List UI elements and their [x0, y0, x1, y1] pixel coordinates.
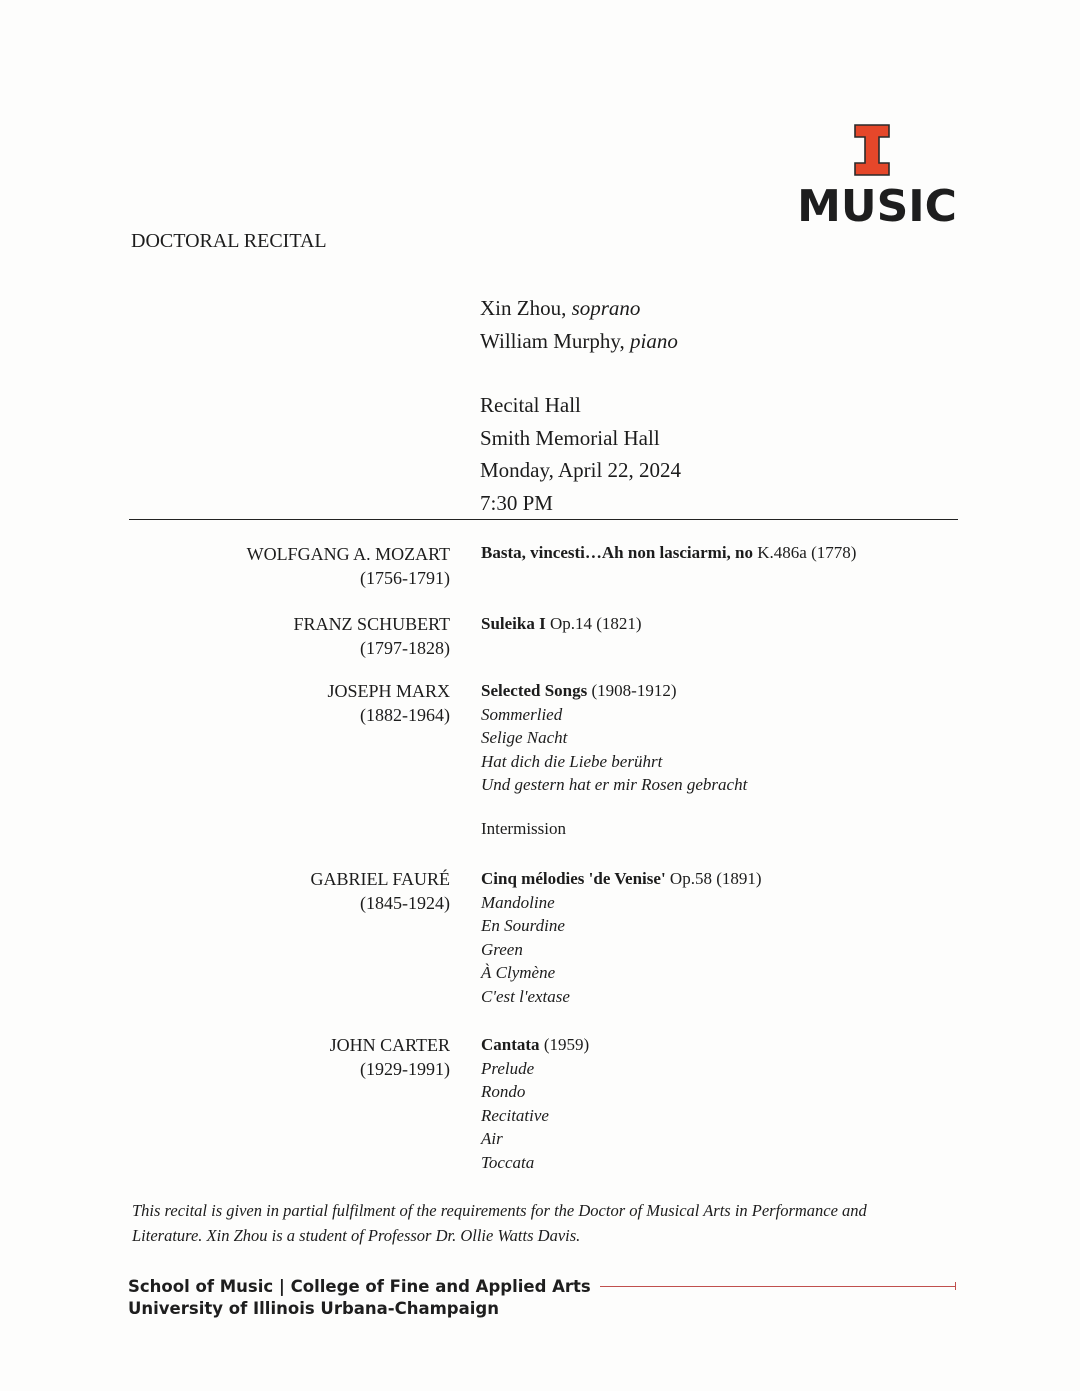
- work-title: Cantata: [481, 1035, 540, 1054]
- venue-date: Monday, April 22, 2024: [480, 458, 682, 482]
- performer-role: soprano: [571, 296, 641, 320]
- performer-name: Xin Zhou,: [480, 296, 567, 320]
- movement: Rondo: [481, 1082, 526, 1102]
- venue-building: Smith Memorial Hall: [480, 425, 660, 450]
- work: [481, 612, 642, 636]
- work: [481, 541, 856, 565]
- composer-years: (1929-1991): [360, 1059, 450, 1079]
- movement: Selige Nacht: [481, 728, 568, 748]
- work-title: Cinq mélodies 'de Venise': [481, 869, 666, 888]
- performer-role: piano: [630, 328, 678, 353]
- work: [481, 679, 747, 797]
- music-logo: [790, 120, 960, 230]
- venue-room: Recital Hall: [480, 393, 581, 417]
- work-detail: (1959): [539, 1035, 590, 1054]
- block-i-icon: [854, 124, 890, 176]
- logo-wordmark: MUSIC: [797, 181, 957, 232]
- work-detail: (1908-1912): [587, 681, 677, 700]
- work-detail: Op.58 (1891): [665, 869, 762, 888]
- movement: Sommerlied: [481, 704, 563, 724]
- recital-note: This recital is given in partial fulfilment of the requirements for the Doctor of Musical Arts in Performance and Literature. Xin Zhou is a student of Professor Dr. Ollie Watts Davis.: [132, 1201, 867, 1245]
- movement: Green: [481, 939, 523, 959]
- work-detail: Op.14 (1821): [545, 614, 642, 633]
- movement: Toccata: [481, 1152, 535, 1172]
- composer-name: FRANZ SCHUBERT: [293, 614, 450, 634]
- performer-soprano: [480, 292, 681, 325]
- composer-name: WOLFGANG A. MOZART: [246, 544, 450, 564]
- page-title: DOCTORAL RECITAL: [131, 230, 327, 252]
- composer-years: (1756-1791): [360, 568, 450, 588]
- movement: Prelude: [481, 1058, 535, 1078]
- composer: [294, 612, 450, 660]
- footer-line-2: University of Illinois Urbana-Champaign: [128, 1299, 499, 1318]
- footer: [128, 1276, 591, 1320]
- work-detail: K.486a (1778): [753, 543, 857, 562]
- performer-piano: [480, 325, 681, 358]
- intermission: Intermission: [481, 819, 566, 838]
- work-title: Suleika I: [481, 614, 546, 633]
- divider: [129, 519, 958, 520]
- composer-name: JOSEPH MARX: [327, 681, 450, 701]
- movement: Mandoline: [481, 892, 555, 912]
- movement: Recitative: [481, 1105, 549, 1125]
- work: [481, 867, 762, 1009]
- work: [481, 1033, 589, 1175]
- work-title: Selected Songs: [481, 681, 588, 700]
- movement: Air: [481, 1129, 503, 1149]
- composer: [327, 679, 450, 727]
- composer-years: (1797-1828): [360, 638, 450, 658]
- performer-name: William Murphy,: [480, 328, 625, 353]
- composer-years: (1845-1924): [360, 893, 450, 913]
- composer: [330, 1033, 450, 1081]
- composer-name: JOHN CARTER: [329, 1035, 450, 1055]
- recital-info: [480, 292, 681, 519]
- movement: À Clymène: [481, 963, 556, 983]
- movement: En Sourdine: [481, 916, 565, 936]
- work-title: Basta, vincesti…Ah non lasciarmi, no: [481, 543, 754, 562]
- movement: Und gestern hat er mir Rosen gebracht: [481, 775, 748, 795]
- footer-rule: [600, 1286, 956, 1287]
- footer-rule-end: [955, 1282, 956, 1290]
- composer-name: GABRIEL FAURÉ: [310, 869, 450, 889]
- movement: Hat dich die Liebe berührt: [481, 751, 663, 771]
- composer-years: (1882-1964): [360, 705, 450, 725]
- movement: C'est l'extase: [481, 986, 570, 1006]
- footer-line-1: School of Music | College of Fine and Applied Arts: [128, 1277, 591, 1296]
- composer: [311, 867, 451, 915]
- composer: [247, 542, 450, 590]
- venue-time: 7:30 PM: [480, 490, 553, 515]
